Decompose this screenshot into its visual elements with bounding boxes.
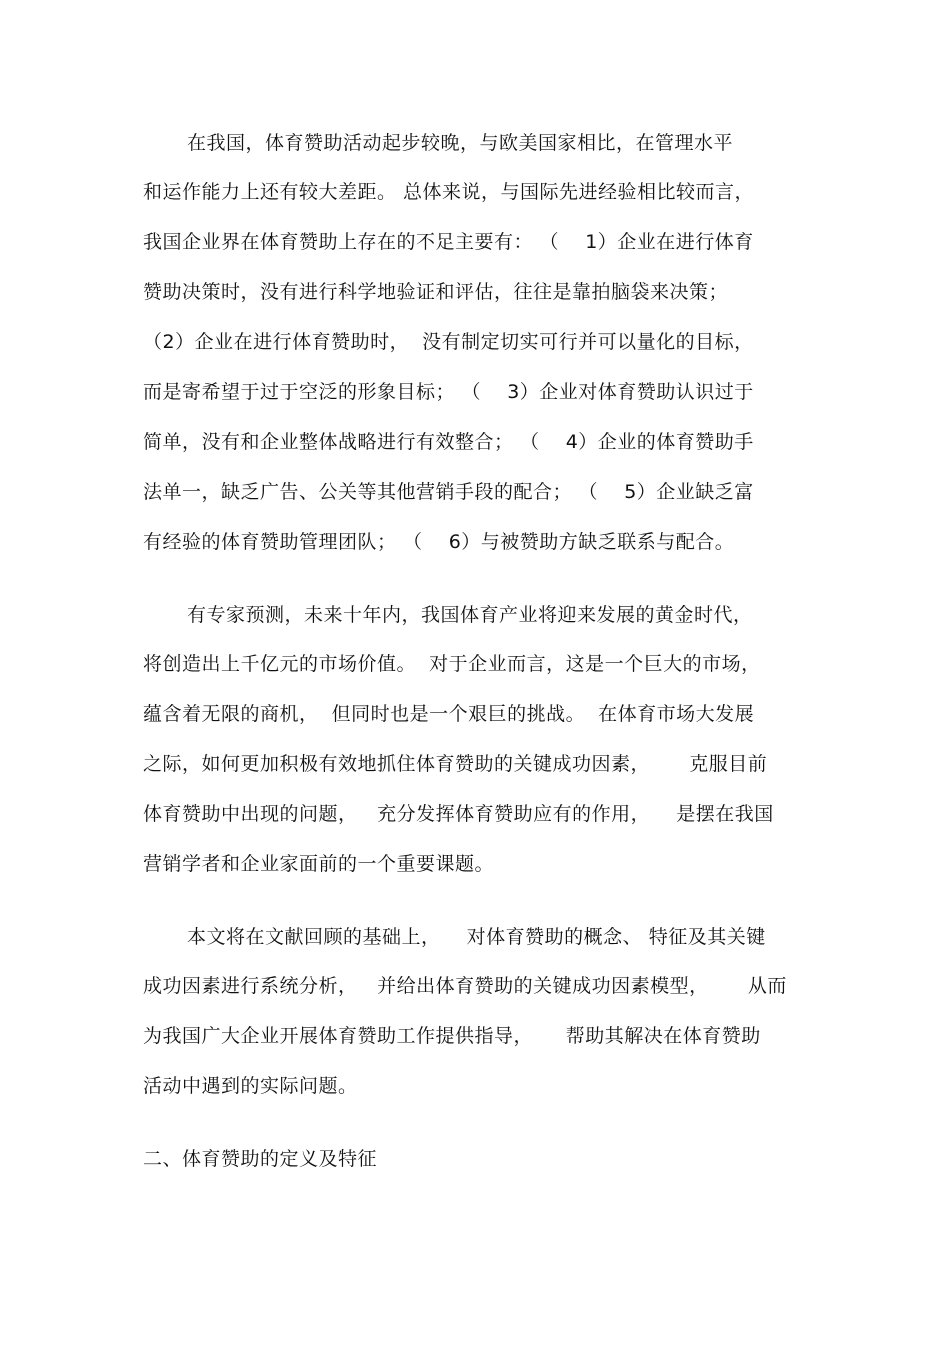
paragraph-1-line-5: （2）企业在进行体育赞助时， 没有制定切实可行并可以量化的目标， [143, 331, 754, 353]
paragraph-1-line-1: 在我国，体育赞助活动起步较晚，与欧美国家相比，在管理水平 [187, 132, 734, 154]
paragraph-3-line-1: 本文将在文献回顾的基础上， 对体育赞助的概念、 特征及其关键 [187, 926, 766, 948]
paragraph-1-line-6: 而是寄希望于过于空泛的形象目标； （ 3）企业对体育赞助认识过于 [143, 381, 754, 403]
paragraph-1-line-9: 有经验的体育赞助管理团队； （ 6）与被赞助方缺乏联系与配合。 [143, 531, 735, 553]
paragraph-1-line-2: 和运作能力上还有较大差距。 总体来说，与国际先进经验相比较而言， [143, 181, 755, 203]
paragraph-1-line-7: 简单，没有和企业整体战略进行有效整合； （ 4）企业的体育赞助手 [143, 431, 754, 453]
paragraph-1-line-4: 赞助决策时，没有进行科学地验证和评估，往往是靠拍脑袋来决策； [143, 281, 729, 303]
paragraph-2-line-1: 有专家预测，未来十年内，我国体育产业将迎来发展的黄金时代， [187, 604, 753, 626]
paragraph-1-line-3: 我国企业界在体育赞助上存在的不足主要有： （ 1）企业在进行体育 [143, 231, 754, 253]
paragraph-2-line-6: 营销学者和企业家面前的一个重要课题。 [143, 853, 495, 875]
paragraph-3-line-4: 活动中遇到的实际问题。 [143, 1075, 358, 1097]
paragraph-2-line-4: 之际，如何更加积极有效地抓住体育赞助的关键成功因素， 克服目前 [143, 753, 768, 775]
section-heading: 二、体育赞助的定义及特征 [143, 1148, 378, 1170]
paragraph-2-line-2: 将创造出上千亿元的市场价值。 对于企业而言，这是一个巨大的市场， [143, 653, 761, 675]
paragraph-3-line-3: 为我国广大企业开展体育赞助工作提供指导， 帮助其解决在体育赞助 [143, 1025, 761, 1047]
paragraph-3-line-2: 成功因素进行系统分析， 并给出体育赞助的关键成功因素模型， 从而 [143, 975, 787, 997]
paragraph-1-line-8: 法单一，缺乏广告、公关等其他营销手段的配合； （ 5）企业缺乏富 [143, 481, 754, 503]
paragraph-2-line-5: 体育赞助中出现的问题， 充分发挥体育赞助应有的作用， 是摆在我国 [143, 803, 774, 825]
paragraph-2-line-3: 蕴含着无限的商机， 但同时也是一个艰巨的挑战。 在体育市场大发展 [143, 703, 755, 725]
